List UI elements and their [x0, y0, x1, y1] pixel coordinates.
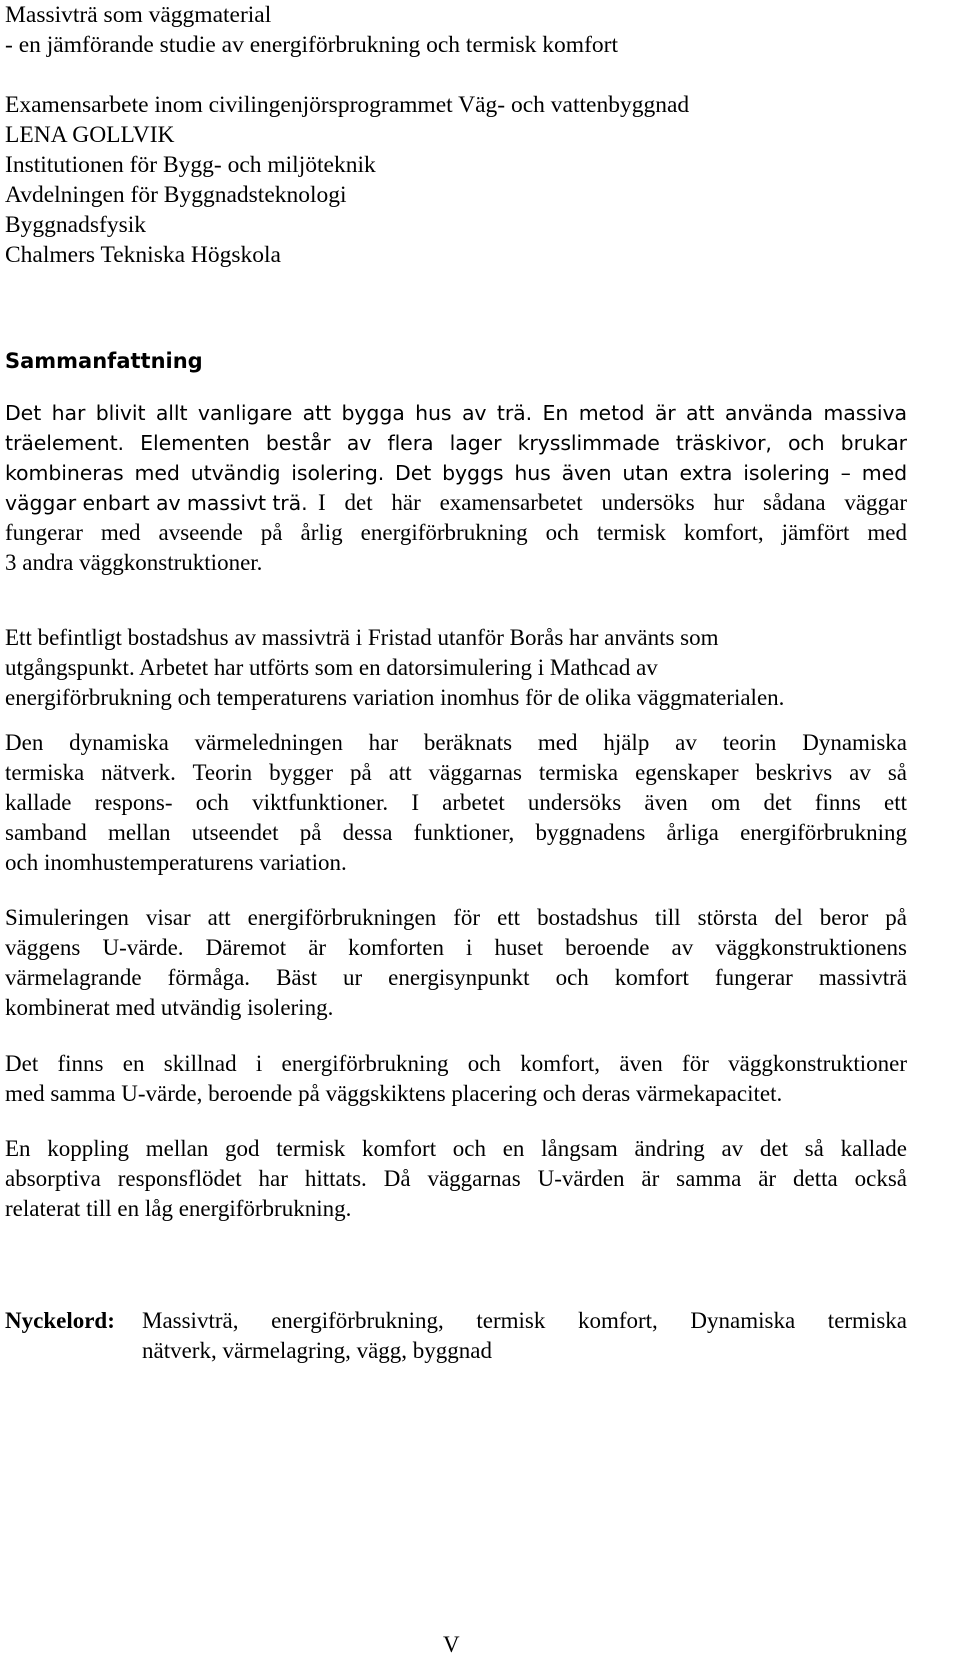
abstract-p1-line-2: träelement. Elementen består av flera lager krysslimmade träskivor, och brukar — [5, 431, 907, 455]
keywords-line-2: nätverk, värmelagring, vägg, byggnad — [142, 1338, 492, 1363]
abstract-p1-line-1: Det har blivit allt vanligare att bygga hus av trä. En metod är att använda massiva — [5, 401, 907, 425]
abstract-p6-line-3: relaterat till en låg energiförbrukning. — [5, 1196, 352, 1221]
abstract-p5-line-2: med samma U-värde, beroende på väggskiktens placering och deras värmekapacitet. — [5, 1081, 783, 1106]
abstract-p6-line-1: En koppling mellan god termisk komfort och en långsam ändring av det så kallade — [5, 1136, 907, 1161]
page-number: V — [443, 1632, 460, 1657]
abstract-p4-line-3: värmelagrande förmåga. Bäst ur energisynpunkt och komfort fungerar massivträ — [5, 965, 907, 990]
abstract-p4-line-1: Simuleringen visar att energiförbrukningen för ett bostadshus till största del beror på — [5, 905, 907, 930]
abstract-p3-line-3: kallade respons- och viktfunktioner. I arbetet undersöks även om det finns ett — [5, 790, 907, 815]
document-title: Massivträ som väggmaterial — [5, 2, 272, 28]
abstract-p1-line-6: 3 andra väggkonstruktioner. — [5, 550, 263, 575]
keywords-line-1: Massivträ, energiförbrukning, termisk komfort, Dynamiska termiska — [142, 1308, 907, 1333]
abstract-p1-line-3: kombineras med utvändig isolering. Det byggs hus även utan extra isolering – med — [5, 461, 907, 485]
abstract-p5-line-1: Det finns en skillnad i energiförbrukning och komfort, även för väggkonstruktioner — [5, 1051, 907, 1076]
program-line: Examensarbete inom civilingenjörsprogrammet Väg- och vattenbyggnad — [5, 92, 690, 118]
abstract-p3-line-5: och inomhustemperaturens variation. — [5, 850, 347, 875]
abstract-p3-line-2: termiska nätverk. Teorin bygger på att väggarnas termiska egenskaper beskrivs av så — [5, 760, 907, 785]
abstract-p1-line-4: väggar enbart av massivt trä. — [5, 491, 308, 515]
division-line: Avdelningen för Byggnadsteknologi — [5, 182, 347, 208]
abstract-p2-line-3: energiförbrukning och temperaturens variation inomhus för de olika väggmaterialen. — [5, 685, 785, 710]
abstract-heading: Sammanfattning — [5, 349, 203, 373]
abstract-p2-line-2: utgångspunkt. Arbetet har utförts som en datorsimulering i Mathcad av — [5, 655, 658, 680]
abstract-p4-line-4: kombinerat med utvändig isolering. — [5, 995, 334, 1020]
abstract-p2-line-1: Ett befintligt bostadshus av massivträ i Fristad utanför Borås har använts som — [5, 625, 719, 650]
abstract-p6-line-2: absorptiva responsflödet har hittats. Då väggarnas U-värden är samma är detta också — [5, 1166, 907, 1191]
university-line: Chalmers Tekniska Högskola — [5, 242, 281, 268]
abstract-p1-line-5: fungerar med avseende på årlig energiförbrukning och termisk komfort, jämfört med — [5, 520, 907, 545]
institution-line: Institutionen för Bygg- och miljöteknik — [5, 152, 376, 178]
abstract-p3-line-1: Den dynamiska värmeledningen har beräknats med hjälp av teorin Dynamiska — [5, 730, 907, 755]
subject-line: Byggnadsfysik — [5, 212, 146, 238]
abstract-p1-line-4-cont: I det här examensarbetet undersöks hur sådana väggar — [318, 490, 907, 515]
abstract-p4-line-2: väggens U-värde. Däremot är komforten i huset beroende av väggkonstruktionens — [5, 935, 907, 960]
document-subtitle: - en jämförande studie av energiförbrukning och termisk komfort — [5, 32, 618, 58]
keywords-label: Nyckelord: — [5, 1308, 115, 1333]
abstract-p3-line-4: samband mellan utseendet på dessa funktioner, byggnadens årliga energiförbrukning — [5, 820, 907, 845]
author-name: LENA GOLLVIK — [5, 122, 175, 148]
